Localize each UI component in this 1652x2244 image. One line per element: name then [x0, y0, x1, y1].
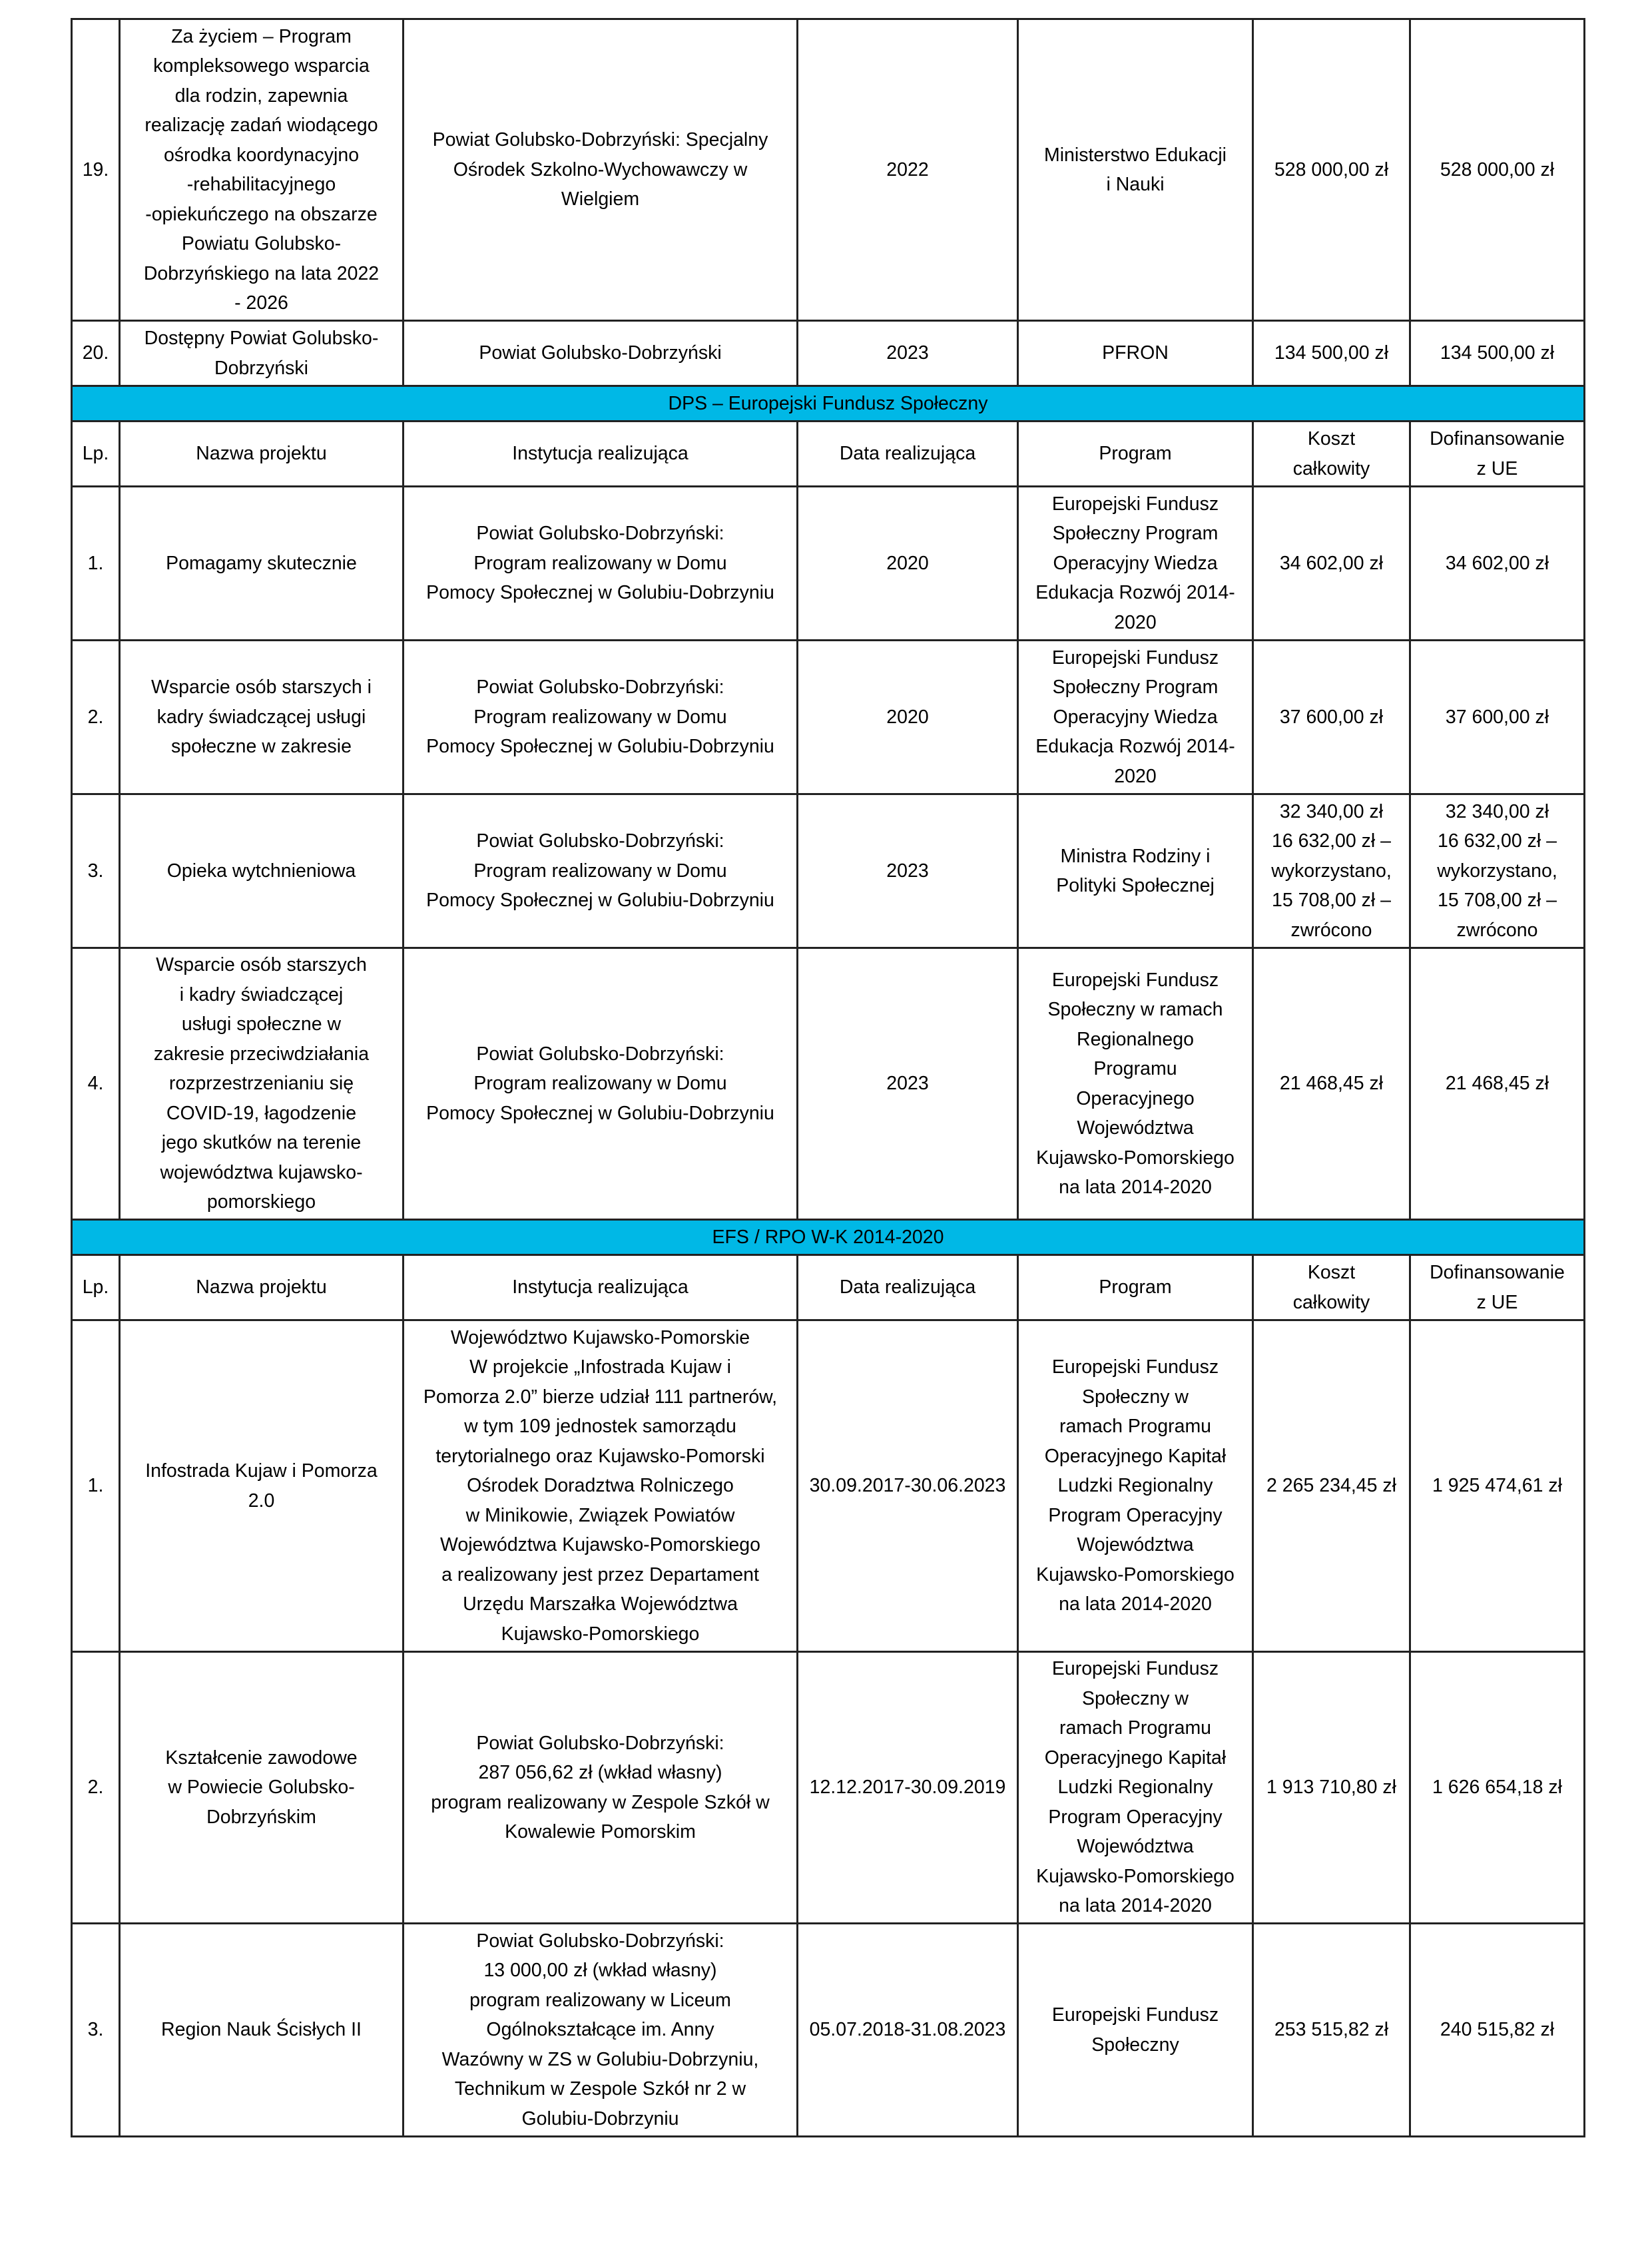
project-name: Opieka wytchnieniowa: [120, 794, 404, 948]
date: 05.07.2018-31.08.2023: [798, 1924, 1018, 2137]
program: Europejski Fundusz Społeczny Program Operacyjny Wiedza Edukacja Rozwój 2014- 2020: [1018, 641, 1253, 794]
institution: Województwo Kujawsko-Pomorskie W projekcie „Infostrada Kujaw i Pomorza 2.0” bierze udział 111 partnerów, w tym 109 jednostek samorządu terytorialnego oraz Kujawsko-Pomorski Ośrodek Doradztwa Rolniczego w Minikowie, Związek Powiatów Województwa Kujawsko-Pomorskiego a realizowany jest przez Departament Urzędu Marszałka Województwa Kujawsko-Pomorskiego: [404, 1320, 798, 1652]
row-number: 3.: [72, 794, 120, 948]
header-date: Data realizująca: [798, 421, 1018, 487]
program: PFRON: [1018, 321, 1253, 386]
institution: Powiat Golubsko-Dobrzyński: Program realizowany w Domu Pomocy Społecznej w Golubiu-Dobrzyniu: [404, 487, 798, 641]
institution: Powiat Golubsko-Dobrzyński: Program realizowany w Domu Pomocy Społecznej w Golubiu-Dobrzyniu: [404, 948, 798, 1220]
row-number: 2.: [72, 641, 120, 794]
total-cost: 32 340,00 zł 16 632,00 zł – wykorzystano, 15 708,00 zł – zwrócono: [1253, 794, 1410, 948]
project-name: Infostrada Kujaw i Pomorza 2.0: [120, 1320, 404, 1652]
total-cost: 134 500,00 zł: [1253, 321, 1410, 386]
eu-funding: 37 600,00 zł: [1410, 641, 1585, 794]
header-cost: Koszt całkowity: [1253, 421, 1410, 487]
table-row: [72, 1924, 1585, 2137]
header-cost: Koszt całkowity: [1253, 1255, 1410, 1320]
row-number: 4.: [72, 948, 120, 1220]
total-cost: 37 600,00 zł: [1253, 641, 1410, 794]
total-cost: 1 913 710,80 zł: [1253, 1652, 1410, 1924]
table-row: [72, 1320, 1585, 1652]
table-row: [72, 487, 1585, 641]
date: 2023: [798, 321, 1018, 386]
header-lp: Lp.: [72, 1255, 120, 1320]
date: 30.09.2017-30.06.2023: [798, 1320, 1018, 1652]
institution: Powiat Golubsko-Dobrzyński: Specjalny Ośrodek Szkolno-Wychowawczy w Wielgiem: [404, 19, 798, 321]
institution: Powiat Golubsko-Dobrzyński: Program realizowany w Domu Pomocy Społecznej w Golubiu-Dobrzyniu: [404, 794, 798, 948]
total-cost: 528 000,00 zł: [1253, 19, 1410, 321]
header-eu: Dofinansowanie z UE: [1410, 421, 1585, 487]
date: 2023: [798, 794, 1018, 948]
header-row: [72, 421, 1585, 487]
row-number: 1.: [72, 1320, 120, 1652]
section-title: EFS / RPO W-K 2014-2020: [72, 1220, 1585, 1255]
project-name: Region Nauk Ścisłych II: [120, 1924, 404, 2137]
header-institution: Instytucja realizująca: [404, 1255, 798, 1320]
program: Europejski Fundusz Społeczny w ramach Programu Operacyjnego Kapitał Ludzki Regionalny Program Operacyjny Województwa Kujawsko-Pomorskiego na lata 2014-2020: [1018, 1652, 1253, 1924]
row-number: 20.: [72, 321, 120, 386]
project-name: Wsparcie osób starszych i kadry świadczącej usługi społeczne w zakresie przeciwdziałania rozprzestrzenianiu się COVID-19, łagodzenie jego skutków na terenie województwa kujawsko- pomorskiego: [120, 948, 404, 1220]
date: 2023: [798, 948, 1018, 1220]
section-band: [72, 386, 1585, 421]
header-program: Program: [1018, 421, 1253, 487]
eu-funding: 1 925 474,61 zł: [1410, 1320, 1585, 1652]
program: Europejski Fundusz Społeczny w ramach Regionalnego Programu Operacyjnego Województwa Kujawsko-Pomorskiego na lata 2014-2020: [1018, 948, 1253, 1220]
eu-funding: 1 626 654,18 zł: [1410, 1652, 1585, 1924]
table-row: [72, 19, 1585, 321]
project-name: Wsparcie osób starszych i kadry świadczącej usługi społeczne w zakresie: [120, 641, 404, 794]
project-name: Za życiem – Program kompleksowego wsparcia dla rodzin, zapewnia realizację zadań wiodącego ośrodka koordynacyjno -rehabilitacyjnego -opiekuńczego na obszarze Powiatu Golubsko- Dobrzyńskiego na lata 2022 - 2026: [120, 19, 404, 321]
projects-table: [71, 18, 1585, 2137]
header-eu: Dofinansowanie z UE: [1410, 1255, 1585, 1320]
section-title: DPS – Europejski Fundusz Społeczny: [72, 386, 1585, 421]
header-date: Data realizująca: [798, 1255, 1018, 1320]
total-cost: 253 515,82 zł: [1253, 1924, 1410, 2137]
row-number: 19.: [72, 19, 120, 321]
eu-funding: 21 468,45 zł: [1410, 948, 1585, 1220]
institution: Powiat Golubsko-Dobrzyński: 287 056,62 zł (wkład własny) program realizowany w Zespole Szkół w Kowalewie Pomorskim: [404, 1652, 798, 1924]
table-row: [72, 1652, 1585, 1924]
date: 2020: [798, 641, 1018, 794]
project-name: Kształcenie zawodowe w Powiecie Golubsko- Dobrzyńskim: [120, 1652, 404, 1924]
institution: Powiat Golubsko-Dobrzyński: Program realizowany w Domu Pomocy Społecznej w Golubiu-Dobrzyniu: [404, 641, 798, 794]
eu-funding: 240 515,82 zł: [1410, 1924, 1585, 2137]
table-row: [72, 948, 1585, 1220]
total-cost: 2 265 234,45 zł: [1253, 1320, 1410, 1652]
date: 12.12.2017-30.09.2019: [798, 1652, 1018, 1924]
header-institution: Instytucja realizująca: [404, 421, 798, 487]
row-number: 3.: [72, 1924, 120, 2137]
project-name: Dostępny Powiat Golubsko- Dobrzyński: [120, 321, 404, 386]
project-name: Pomagamy skutecznie: [120, 487, 404, 641]
header-name: Nazwa projektu: [120, 1255, 404, 1320]
program: Ministra Rodziny i Polityki Społecznej: [1018, 794, 1253, 948]
section-band: [72, 1220, 1585, 1255]
date: 2022: [798, 19, 1018, 321]
eu-funding: 528 000,00 zł: [1410, 19, 1585, 321]
institution: Powiat Golubsko-Dobrzyński: 13 000,00 zł (wkład własny) program realizowany w Liceum Ogólnokształcące im. Anny Wazówny w ZS w Golubiu-Dobrzyniu, Technikum w Zespole Szkół nr 2 w Golubiu-Dobrzyniu: [404, 1924, 798, 2137]
table-row: [72, 641, 1585, 794]
eu-funding: 32 340,00 zł 16 632,00 zł – wykorzystano, 15 708,00 zł – zwrócono: [1410, 794, 1585, 948]
total-cost: 34 602,00 zł: [1253, 487, 1410, 641]
table-row: [72, 794, 1585, 948]
program: Europejski Fundusz Społeczny Program Operacyjny Wiedza Edukacja Rozwój 2014- 2020: [1018, 487, 1253, 641]
program: Ministerstwo Edukacji i Nauki: [1018, 19, 1253, 321]
row-number: 1.: [72, 487, 120, 641]
date: 2020: [798, 487, 1018, 641]
header-program: Program: [1018, 1255, 1253, 1320]
total-cost: 21 468,45 zł: [1253, 948, 1410, 1220]
row-number: 2.: [72, 1652, 120, 1924]
header-row: [72, 1255, 1585, 1320]
table-row: [72, 321, 1585, 386]
header-name: Nazwa projektu: [120, 421, 404, 487]
eu-funding: 34 602,00 zł: [1410, 487, 1585, 641]
header-lp: Lp.: [72, 421, 120, 487]
program: Europejski Fundusz Społeczny: [1018, 1924, 1253, 2137]
institution: Powiat Golubsko-Dobrzyński: [404, 321, 798, 386]
eu-funding: 134 500,00 zł: [1410, 321, 1585, 386]
program: Europejski Fundusz Społeczny w ramach Programu Operacyjnego Kapitał Ludzki Regionalny Program Operacyjny Województwa Kujawsko-Pomorskiego na lata 2014-2020: [1018, 1320, 1253, 1652]
